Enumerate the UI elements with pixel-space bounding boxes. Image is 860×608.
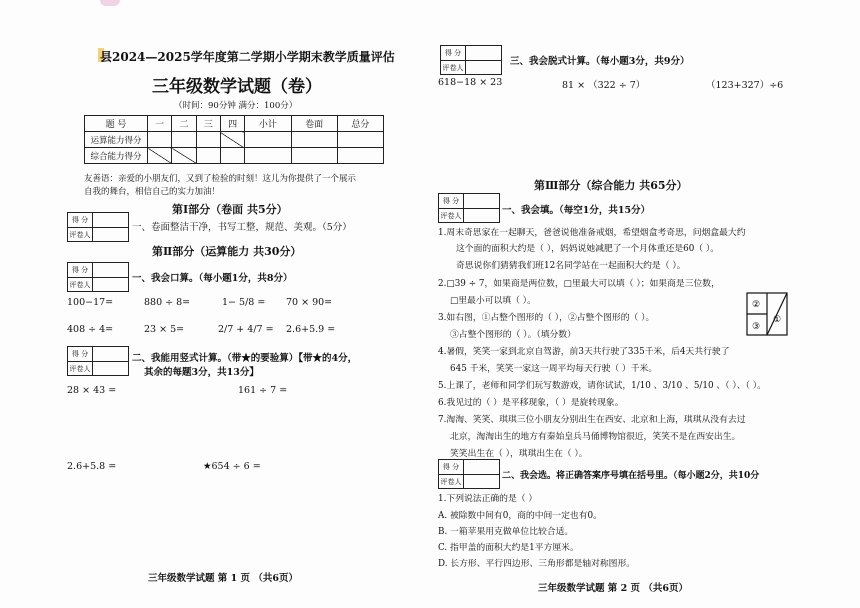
mixed-calc-item: 618−18 × 23	[438, 77, 503, 88]
score-box-label: 评卷人	[439, 475, 464, 489]
score-cell[interactable]	[337, 148, 383, 164]
score-header-cell: 卷面	[291, 116, 337, 132]
score-box-label: 得 分	[68, 213, 93, 227]
section1-title: 一、我会口算。（每小题1分，共8分）	[132, 273, 293, 284]
score-box-field[interactable]	[464, 194, 499, 208]
mixed-calc-item: 81 × （322 ÷ 7）	[562, 80, 646, 91]
fill-question: 笑笑出生在（ ），琪琪出生在（ ）。	[450, 449, 588, 459]
score-box	[438, 193, 500, 223]
fill-question: 6.我见过的（ ）是平移现象，（ ）是旋转现象。	[438, 398, 624, 408]
score-box-label: 得 分	[439, 460, 464, 474]
vertical-calc-item: 28 × 43 =	[67, 385, 117, 396]
score-box-label: 得 分	[441, 46, 466, 60]
part1-title: 第Ⅰ部分（卷面 共5分）	[172, 203, 288, 216]
pink-mark	[100, 0, 120, 6]
fill-question: 奇思说你们猜猜我们班12名同学站在一起面积大约是（ ）。	[456, 261, 686, 271]
fill-question: 这个面的面积大约是（ ），妈妈说她减肥了一个月体重还是60（ ）。	[456, 244, 720, 254]
choice-option: A. 被除数中间有0，商的中间一定也有0。	[438, 511, 602, 521]
score-cell[interactable]	[337, 132, 383, 148]
section2-title-2: 其余的每题3分，共13分】	[144, 367, 259, 378]
choice-question: 1.下列说法正确的是（ ）	[438, 494, 538, 504]
oral-item: 70 × 90=	[286, 297, 333, 308]
fill-question: 4.暑假，笑笑一家到北京自驾游，前3天共行驶了335千米，后4天共行驶了	[438, 347, 730, 357]
oral-item: 2/7 + 4/7 =	[218, 324, 274, 335]
score-table-row	[85, 132, 384, 148]
score-box-field[interactable]	[93, 347, 128, 361]
score-box-label: 评卷人	[441, 61, 466, 75]
score-box-field[interactable]	[464, 209, 499, 223]
score-box-label: 得 分	[68, 347, 93, 361]
score-box-field[interactable]	[93, 362, 128, 376]
score-cell-diagonal	[172, 148, 196, 164]
score-cell[interactable]	[245, 148, 291, 164]
fill-question: 1.周末奇思家在一起聊天，爸爸说他准备戒烟，希望烟盒考奇思，问烟盒最大约	[438, 228, 746, 238]
score-cell[interactable]	[291, 148, 337, 164]
part2-title: 第Ⅱ部分（运算能力 共30分）	[152, 245, 302, 258]
score-table-row	[85, 148, 384, 164]
oral-item: 1− 5/8 =	[222, 297, 266, 308]
score-row-label: 运算能力得分	[85, 132, 148, 148]
score-header-cell: 二	[172, 116, 196, 132]
score-box-label: 评卷人	[68, 362, 93, 376]
score-box-label: 评卷人	[68, 228, 93, 242]
score-box-field[interactable]	[93, 213, 128, 227]
fill-question: 645 千米，笑笑一家这一周平均每天行驶（ ）千米。	[450, 364, 658, 374]
score-box	[438, 459, 500, 489]
fill-question: 2.□39 ÷ 7，如果商是两位数，□里最大可以填（ ）；如果商是三位数，	[438, 279, 720, 289]
choice-option: B. 一箱苹果用克做单位比较合适。	[438, 527, 574, 537]
score-box	[67, 262, 129, 292]
vertical-calc-item: 2.6+5.8 =	[67, 461, 117, 472]
score-box-field[interactable]	[466, 46, 501, 60]
score-box-label: 评卷人	[68, 278, 93, 292]
fill-question: 7.淘淘、笑笑、琪琪三位小朋友分别出生在西安、北京和上海，琪琪从没有去过	[438, 415, 746, 425]
section4-title: 一、我会填。（每空1分，共15分）	[502, 205, 651, 216]
score-header-cell: 题 号	[85, 116, 148, 132]
score-header-cell: 一	[148, 116, 172, 132]
score-box-label: 得 分	[68, 263, 93, 277]
score-box	[67, 346, 129, 376]
page-footer: 三年级数学试题 第 1 页 （共6页）	[148, 573, 298, 584]
score-header-cell: 四	[220, 116, 244, 132]
score-header-cell: 三	[196, 116, 220, 132]
score-cell-diagonal	[220, 132, 244, 148]
score-box	[67, 212, 129, 242]
oral-item: 2.6+5.9 =	[286, 324, 336, 335]
score-table	[84, 115, 384, 164]
fill-question: □里最小可以填（ ）。	[450, 296, 536, 306]
reminder-line-1: 友善语：亲爱的小朋友们，又到了检验的时刻！这儿为你提供了一个展示	[84, 174, 357, 184]
oral-item: 408 ÷ 4=	[67, 324, 114, 335]
score-row-label: 综合能力得分	[85, 148, 148, 164]
part1-question: 一、卷面整洁干净，书写工整，规范、美观。（5分）	[132, 222, 352, 233]
section5-title: 二、我会选。将正确答案序号填在括号里。（每小题2分，共10分	[502, 471, 760, 481]
score-cell[interactable]	[291, 132, 337, 148]
score-cell-diagonal	[148, 148, 172, 164]
score-box-field[interactable]	[464, 460, 499, 474]
reminder-line-2: 自我的舞台，相信自己的实力加油！	[84, 187, 221, 197]
score-box-label: 得 分	[439, 194, 464, 208]
fraction-figure	[746, 292, 788, 336]
score-box-field[interactable]	[464, 475, 499, 489]
score-table-header	[85, 116, 384, 132]
vertical-calc-item: ★654 ÷ 6 =	[203, 461, 261, 472]
score-cell[interactable]	[172, 132, 196, 148]
fill-question: 3.如右图，①占整个图形的（ ），②占整个图形的（ ）。	[438, 313, 655, 323]
page-footer: 三年级数学试题 第 2 页 （共6页）	[538, 583, 688, 594]
exam-title: 三年级数学试题（卷）	[152, 77, 322, 97]
part3-title: 第Ⅲ部分（综合能力 共65分）	[534, 179, 688, 192]
figure-label: ①	[773, 315, 782, 325]
section3-title: 三、我会脱式计算。（每小题3分，共9分）	[510, 56, 690, 67]
score-cell[interactable]	[148, 132, 172, 148]
score-box-label: 评卷人	[439, 209, 464, 223]
fill-question: 5.上课了，老师和同学们玩写数游戏，请你试试，1/10 、3/10 、5/10 、（ ）、（ ）。	[438, 381, 766, 391]
figure-label: ②	[752, 300, 761, 310]
choice-option: C. 指甲盖的面积大约是1平方厘米。	[438, 543, 579, 553]
oral-item: 880 ÷ 8=	[144, 297, 191, 308]
fill-question: 北京，淘淘出生的地方有秦始皇兵马俑博物馆很近，笑笑不是在西安出生。	[450, 432, 741, 442]
score-header-cell: 小计	[245, 116, 291, 132]
score-box-field[interactable]	[466, 61, 501, 75]
fill-question: ③占整个图形的（ ）。（填分数）	[450, 330, 576, 340]
score-box-field[interactable]	[93, 228, 128, 242]
figure-label: ③	[752, 322, 761, 332]
score-box	[440, 45, 502, 75]
score-box-field[interactable]	[93, 278, 128, 292]
oral-item: 100−17=	[67, 297, 114, 308]
oral-item: 23 × 5=	[144, 324, 185, 335]
vertical-calc-item: 161 ÷ 7 =	[238, 385, 288, 396]
score-cell[interactable]	[245, 132, 291, 148]
score-cell[interactable]	[220, 148, 244, 164]
exam-header: 县2024—2025学年度第二学期小学期末教学质量评估	[100, 50, 395, 64]
exam-subtitle: （时间：90分钟 满分：100分）	[174, 101, 298, 111]
score-header-cell: 总分	[337, 116, 383, 132]
fraction-figure-svg	[746, 292, 788, 336]
right-page	[430, 0, 860, 608]
score-cell[interactable]	[196, 148, 220, 164]
mixed-calc-item: （123+327）÷6	[706, 80, 784, 91]
score-box-field[interactable]	[93, 263, 128, 277]
choice-option: D. 长方形、平行四边形、三角形都是轴对称图形。	[438, 559, 636, 569]
section2-title: 二、我能用竖式计算。（带★的要验算）【带★的4分，	[132, 353, 358, 364]
score-cell[interactable]	[196, 132, 220, 148]
